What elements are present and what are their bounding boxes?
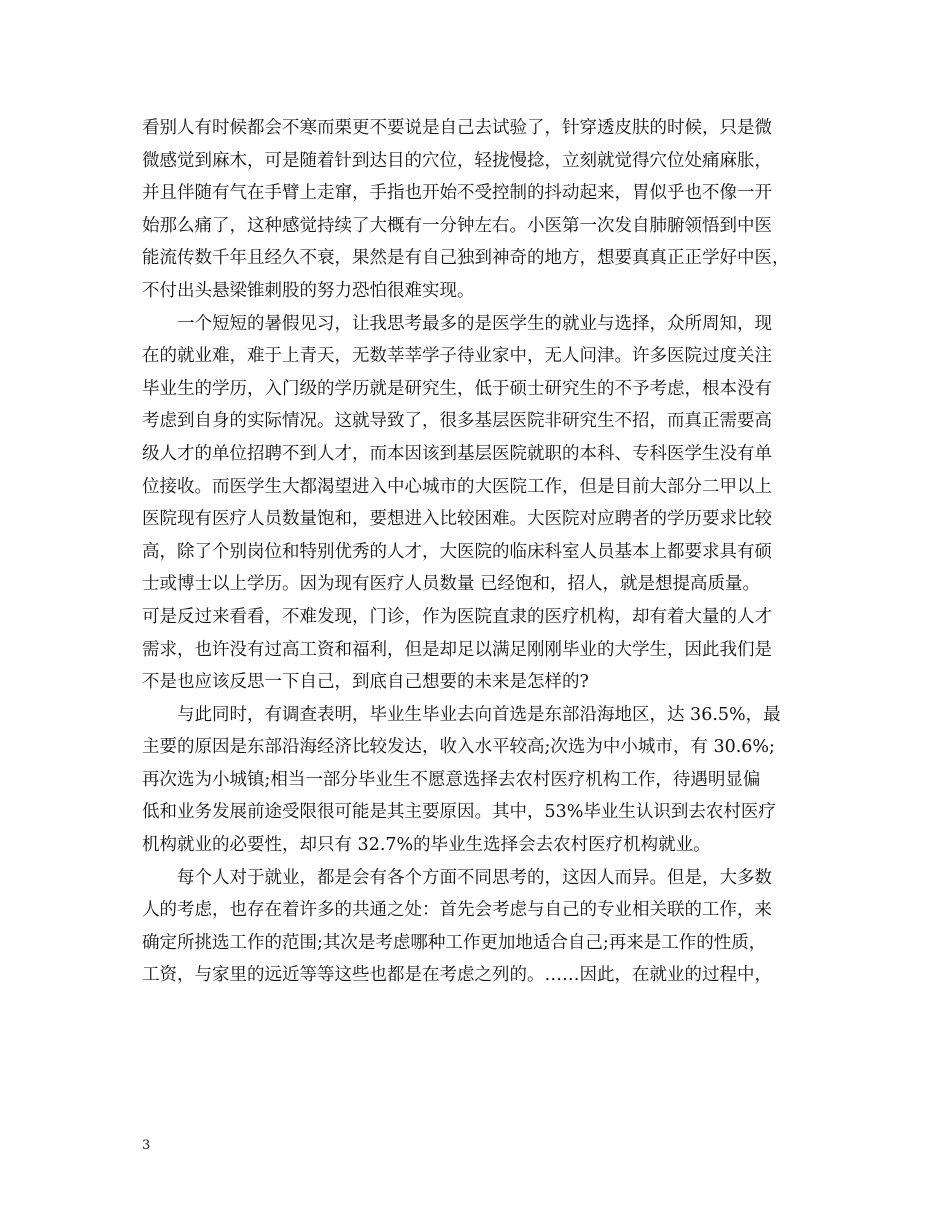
paragraph-3-line-5: 机构就业的必要性，却只有 32.7%的毕业生选择会去农村医疗机构就业。 <box>142 835 711 856</box>
paragraph-4-line-4: 工资，与家里的远近等等这些也都是在考虑之列的。……因此，在就业的过程中， <box>142 965 772 986</box>
paragraph-2-line-5: 级人才的单位招聘不到人才，而本因该到基层医院就职的本科、专科医学生没有单 <box>142 443 772 464</box>
paragraph-2-line-4: 考虑到自身的实际情况。这就导致了，很多基层医院非研究生不招，而真正需要高 <box>142 411 772 432</box>
paragraph-2-line-6: 位接收。而医学生大都渴望进入中心城市的大医院工作，但是目前大部分二甲以上 <box>142 476 772 497</box>
paragraph-1-line-6: 不付出头悬梁锥刺股的努力恐怕很难实现。 <box>142 280 475 301</box>
paragraph-1-line-4: 始那么痛了，这种感觉持续了大概有一分钟左右。小医第一次发自肺腑领悟到中医 <box>142 215 772 236</box>
paragraph-3-line-3: 再次选为小城镇;相当一部分毕业生不愿意选择去农村医疗机构工作，待遇明显偏 <box>142 769 761 790</box>
page-number: 3 <box>142 1138 151 1153</box>
paragraph-3-line-4: 低和业务发展前途受限很可能是其主要原因。其中，53%毕业生认识到去农村医疗 <box>142 802 776 823</box>
paragraph-4-line-1: 每个人对于就业，都是会有各个方面不同思考的，这因人而异。但是，大多数 <box>177 867 772 888</box>
paragraph-2-line-11: 需求，也许没有过高工资和福利，但是却足以满足刚刚毕业的大学生，因此我们是 <box>142 639 772 660</box>
paragraph-2-line-3: 毕业生的学历，入门级的学历就是研究生，低于硕士研究生的不予考虑，根本没有 <box>142 378 772 399</box>
body-text <box>142 112 834 992</box>
paragraph-1-line-2: 微感觉到麻木，可是随着针到达目的穴位，轻拢慢捻，立刻就觉得穴位处痛麻胀， <box>142 150 772 171</box>
paragraph-2-line-8: 高，除了个别岗位和特别优秀的人才，大医院的临床科室人员基本上都要求具有硕 <box>142 541 772 562</box>
paragraph-3-line-2: 主要的原因是东部沿海经济比较发达，收入水平较高;次选为中小城市，有 30.6%; <box>142 737 775 758</box>
paragraph-1-line-1: 看别人有时候都会不寒而栗更不要说是自己去试验了，针穿透皮肤的时候，只是微 <box>142 118 772 138</box>
paragraph-2-line-1: 一个短短的暑假见习，让我思考最多的是医学生的就业与选择，众所周知，现 <box>177 313 772 334</box>
paragraph-1-line-3: 并且伴随有气在手臂上走窜，手指也开始不受控制的抖动起来，胃似乎也不像一开 <box>142 183 772 204</box>
paragraph-4-line-3: 确定所挑选工作的范围;其次是考虑哪种工作更加地适合自己;再来是工作的性质， <box>142 932 767 953</box>
paragraph-2-line-9: 士或博士以上学历。因为现有医疗人员数量 已经饱和，招人，就是想提高质量。 <box>142 574 761 595</box>
paragraph-2-line-10: 可是反过来看看，不难发现，门诊，作为医院直隶的医疗机构，却有着大量的人才 <box>142 606 772 627</box>
paragraph-2-line-12: 不是也应该反思一下自己，到底自己想要的未来是怎样的? <box>142 672 589 693</box>
paragraph-4-line-2: 人的考虑，也存在着许多的共通之处：首先会考虑与自己的专业相关联的工作，来 <box>142 900 772 921</box>
paragraph-2-line-7: 医院现有医疗人员数量饱和，要想进入比较困难。大医院对应聘者的学历要求比较 <box>142 509 772 530</box>
paragraph-2-line-2: 在的就业难，难于上青天，无数莘莘学子待业家中，无人问津。许多医院过度关注 <box>142 346 772 367</box>
paragraph-1-line-5: 能流传数千年且经久不衰，果然是有自己独到神奇的地方，想要真真正正学好中医， <box>142 248 790 269</box>
paragraph-3-line-1: 与此同时，有调查表明，毕业生毕业去向首选是东部沿海地区，达 36.5%，最 <box>177 704 781 725</box>
